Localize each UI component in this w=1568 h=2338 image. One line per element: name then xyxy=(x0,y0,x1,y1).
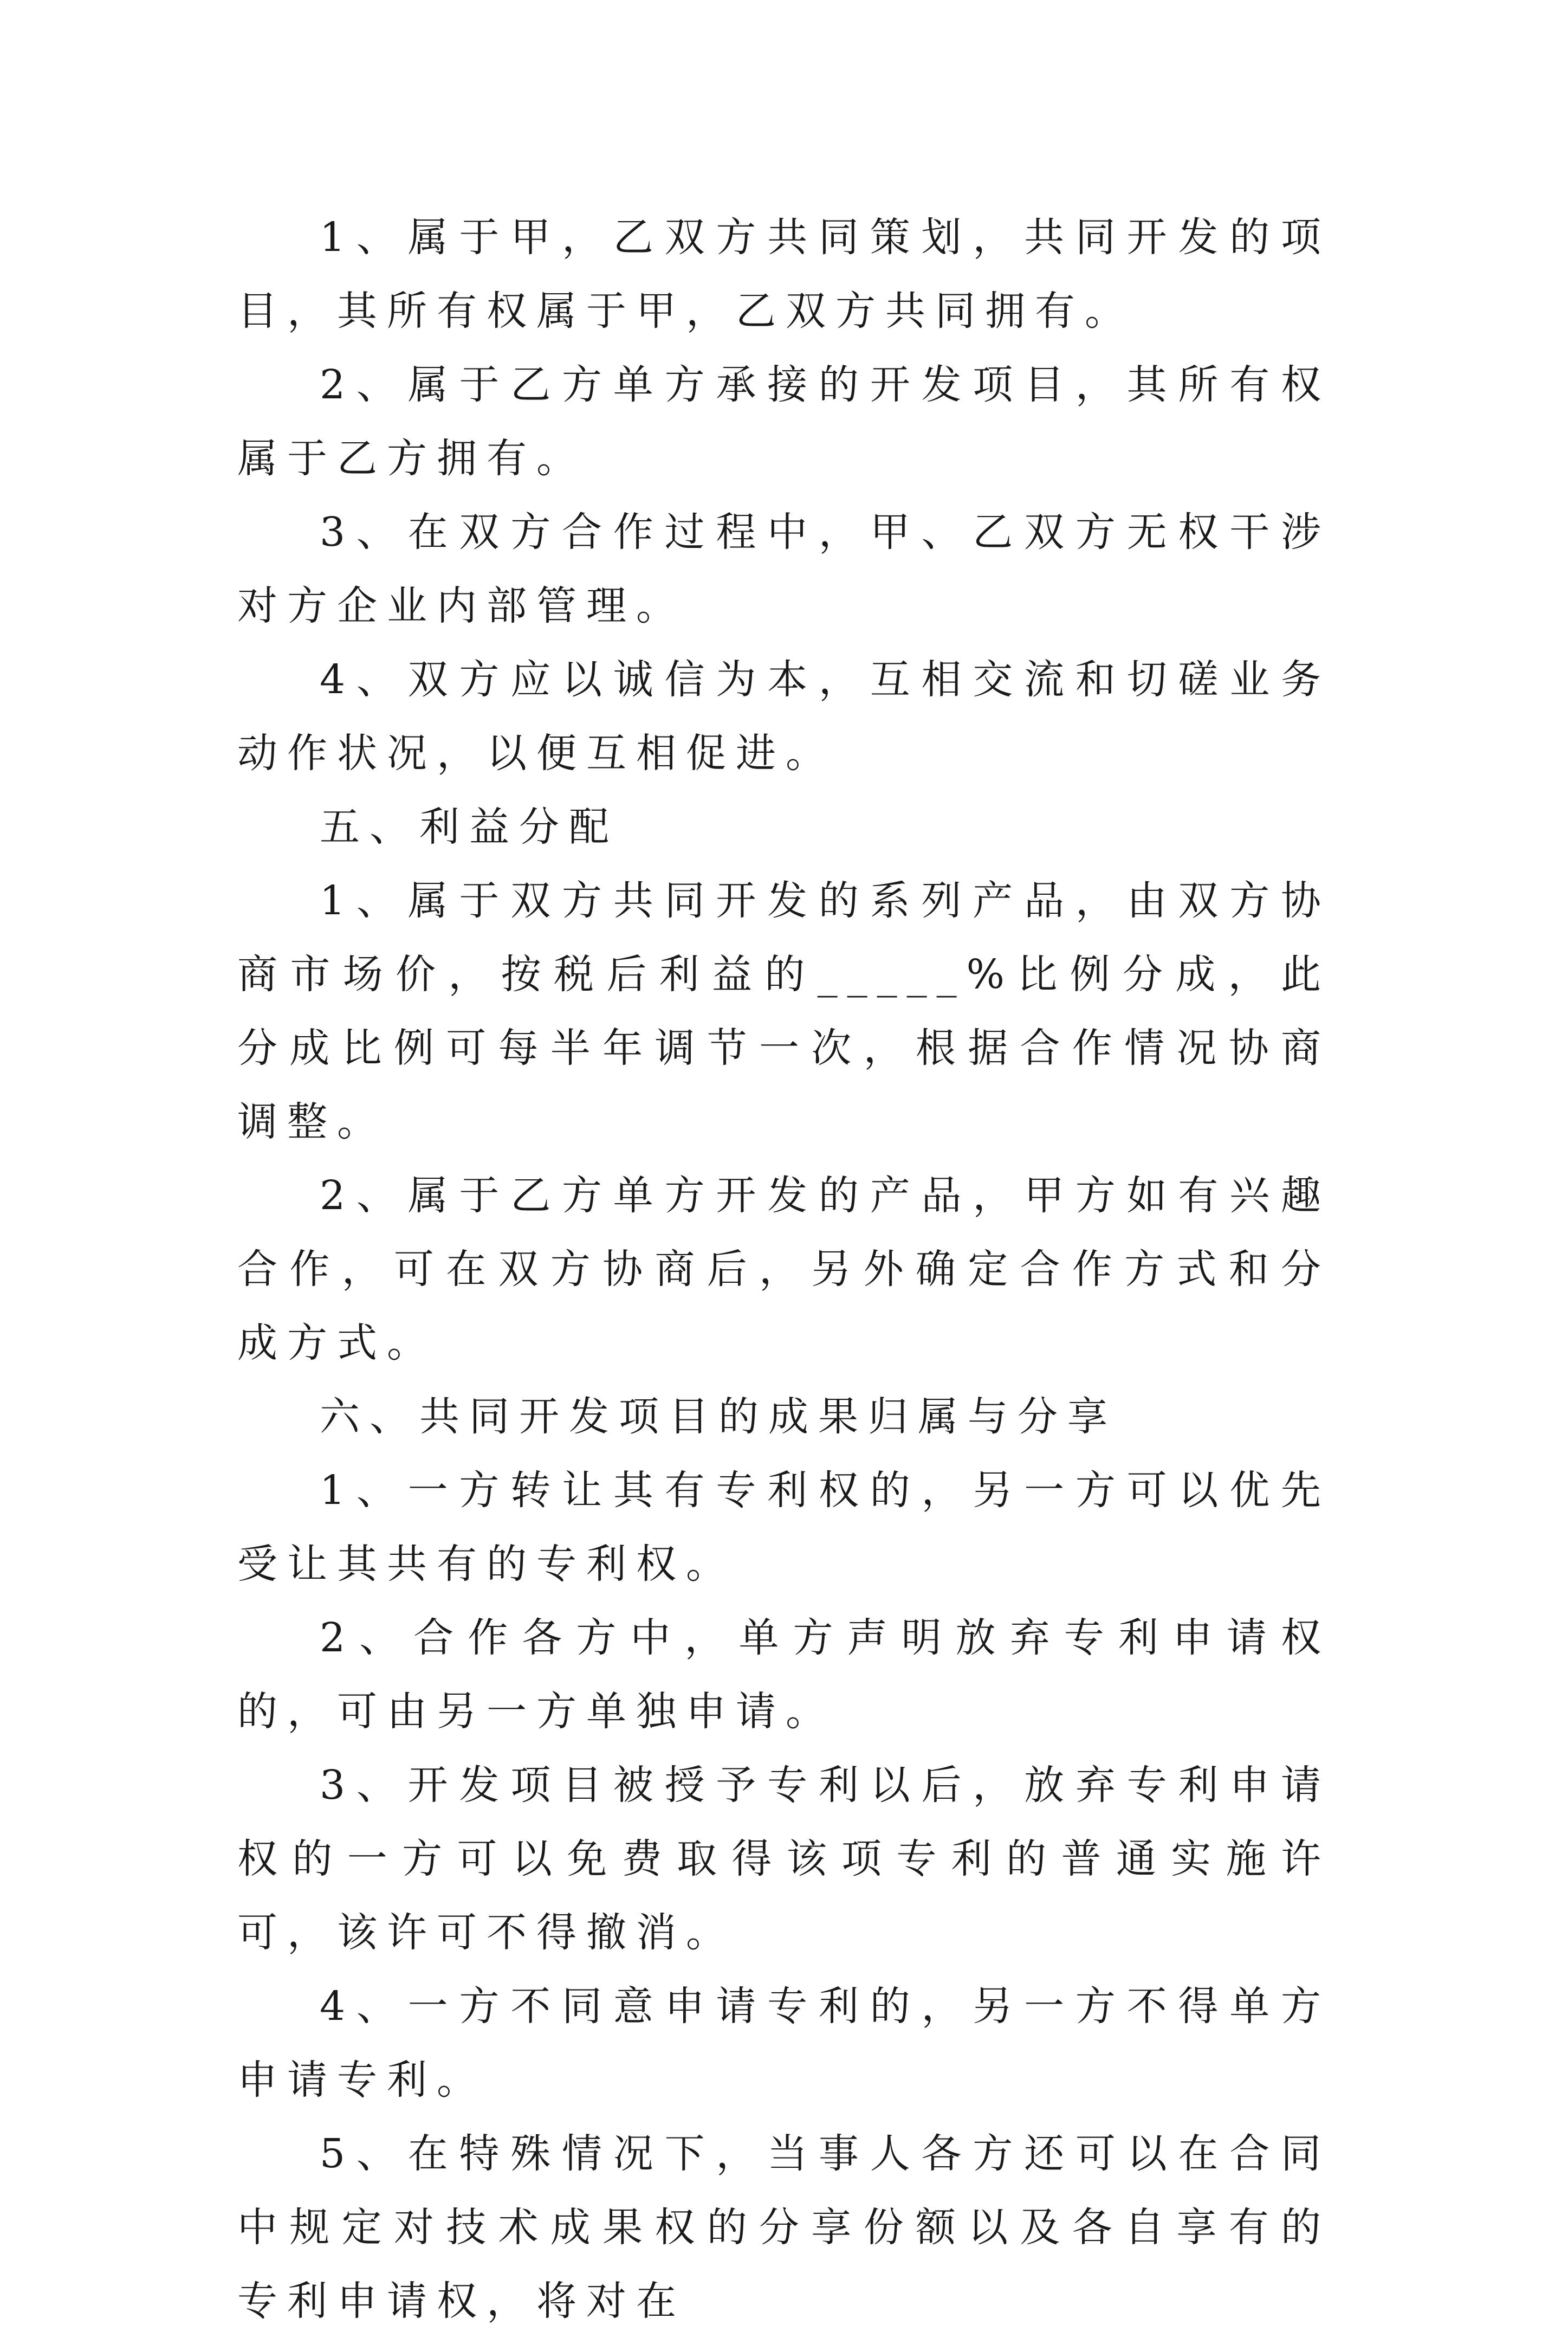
section-heading-results-ownership: 六、共同开发项目的成果归属与分享 xyxy=(320,1393,1117,1440)
document-body xyxy=(237,201,1331,2338)
paragraph-4: 4、双方应以诚信为本，互相交流和切磋业务动作状况，以便互相促进。 xyxy=(237,656,1331,777)
paragraph-10: 4、一方不同意申请专利的，另一方不得单方申请专利。 xyxy=(237,1983,1331,2103)
paragraph-1: 1、属于甲，乙双方共同策划，共同开发的项目，其所有权属于甲，乙双方共同拥有。 xyxy=(237,214,1331,334)
paragraph-6: 2、属于乙方单方开发的产品，甲方如有兴趣合作，可在双方协商后，另外确定合作方式和分成方式。 xyxy=(237,1172,1331,1366)
paragraph-2: 2、属于乙方单方承接的开发项目，其所有权属于乙方拥有。 xyxy=(237,361,1331,482)
paragraph-3: 3、在双方合作过程中，甲、乙双方无权干涉对方企业内部管理。 xyxy=(237,509,1331,629)
paragraph-5: 1、属于双方共同开发的系列产品，由双方协商市场价，按税后利益的_____%比例分成，此分成比例可每半年调节一次，根据合作情况协商调整。 xyxy=(237,877,1331,1145)
paragraph-11: 5、在特殊情况下，当事人各方还可以在合同中规定对技术成果权的分享份额以及各自享有的专利申请权，将对在 xyxy=(237,2130,1331,2324)
paragraph-9: 3、开发项目被授予专利以后，放弃专利申请权的一方可以免费取得该项专利的普通实施许可，该许可不得撤消。 xyxy=(237,1762,1331,1956)
paragraph-8: 2、合作各方中，单方声明放弃专利申请权的，可由另一方单独申请。 xyxy=(237,1614,1331,1735)
section-heading-profit-distribution: 五、利益分配 xyxy=(320,804,619,850)
paragraph-7: 1、一方转让其有专利权的，另一方可以优先受让其共有的专利权。 xyxy=(237,1467,1331,1587)
